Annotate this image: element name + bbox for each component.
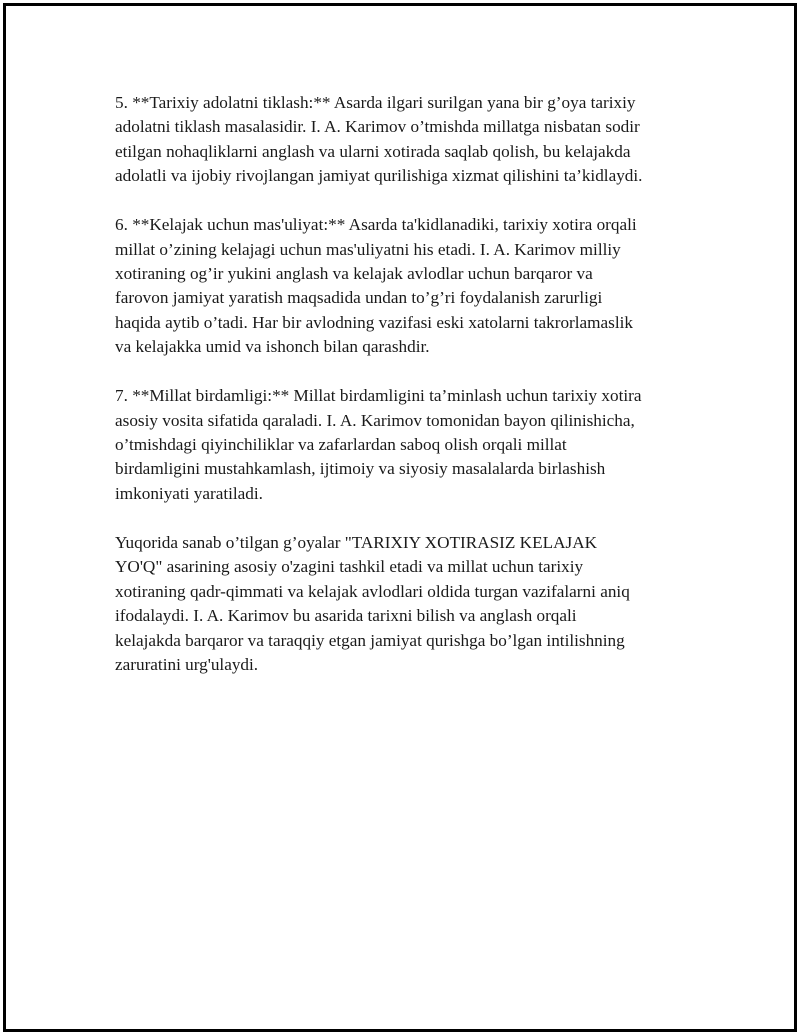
paragraph-historical-justice: 5. **Tarixiy adolatni tiklash:** Asarda ilgari surilgan yana bir g’oya tarixiy adolatni tiklash masalasidir. I. A. Karimov o’tmishda millatga nisbatan sodir etilgan nohaqliklarni anglash va ularni xotirada saqlab qolish, bu kelajakda adolatli va ijobiy rivojlangan jamiyat qurilishiga xizmat qilishini ta’kidlaydi. [115,93,643,186]
paragraph-future-responsibility: 6. **Kelajak uchun mas'uliyat:** Asarda ta'kidlanadiki, tarixiy xotira orqali millat o’zining kelajagi uchun mas'uliyatni his etadi. I. A. Karimov milliy xotiraning og’ir yukini anglash va kelajak avlodlar uchun barqaror va farovon jamiyat yaratish maqsadida undan to’g’ri foydalanish zarurligi haqida aytib o’tadi. Har bir avlodning vazifasi eski xatolarni takrorlamaslik va kelajakka umid va ishonch bilan qarashdir. [115,215,637,357]
paragraph-national-unity: 7. **Millat birdamligi:** Millat birdamligini ta’minlash uchun tarixiy xotira asosiy vosita sifatida qaraladi. I. A. Karimov tomonidan bayon qilinishicha, o’tmishdagi qiyinchiliklar va zafarlardan saboq olish orqali millat birdamligini mustahkamlash, ijtimoiy va siyosiy masalalarda birlashish imkoniyati yaratiladi. [115,386,642,503]
document-body [115,91,700,702]
paragraph-conclusion: Yuqorida sanab o’tilgan g’oyalar "TARIXIY XOTIRASIZ KELAJAK YO'Q" asarining asosiy o'zagini tashkil etadi va millat uchun tarixiy xotiraning qadr-qimmati va kelajak avlodlari oldida turgan vazifalarni aniq ifodalaydi. I. A. Karimov bu asarida tarixni bilish va anglash orqali kelajakda barqaror va taraqqiy etgan jamiyat qurishga bo’lgan intilishning zaruratini urg'ulaydi. [115,532,630,674]
